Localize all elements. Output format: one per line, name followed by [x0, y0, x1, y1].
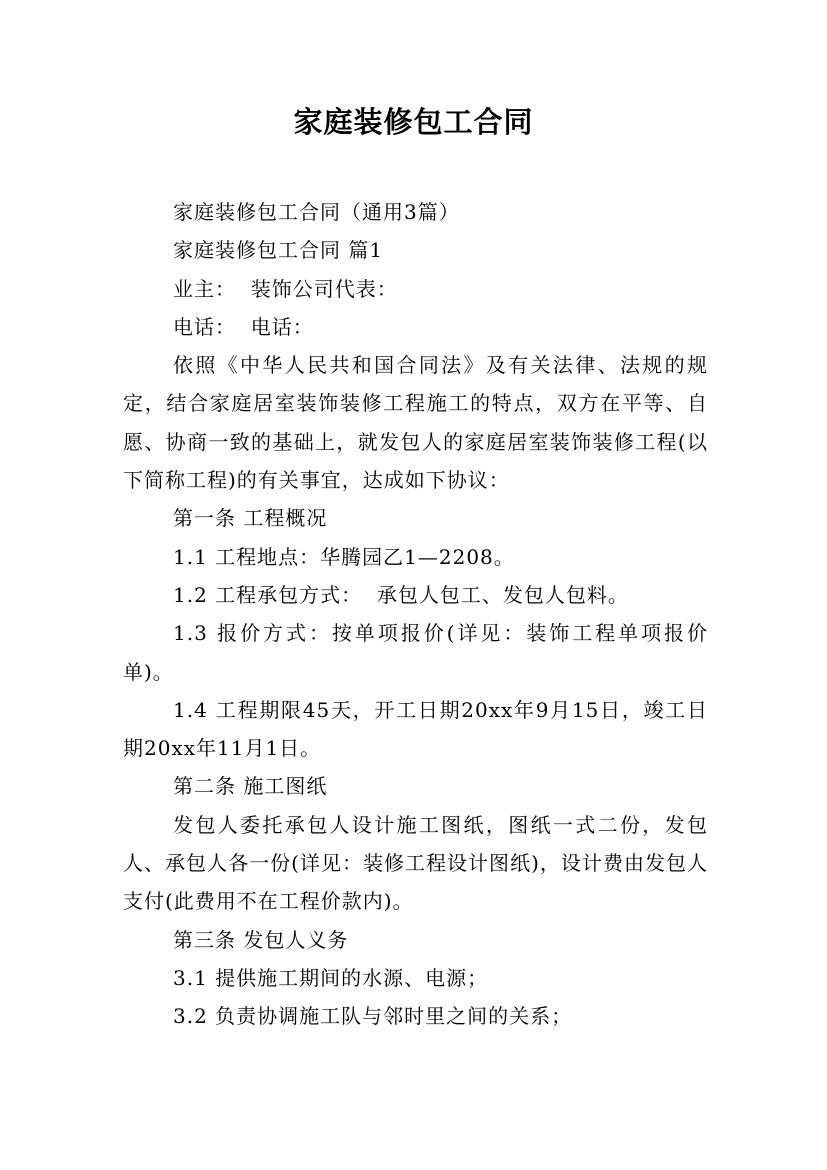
owner-line: 业主： 装饰公司代表：	[173, 276, 398, 301]
clause-1-2: 1.2 工程承包方式： 承包人包工、发包人包料。	[173, 582, 629, 607]
clause-3-2: 3.2 负责协调施工队与邻时里之间的关系；	[173, 1004, 573, 1029]
phone-line: 电话： 电话：	[173, 314, 314, 339]
document-title: 家庭装修包工合同	[293, 105, 534, 139]
clause-1-3: 1.3 报价方式：按单项报价(详见：装饰工程单项报价单)。	[123, 621, 708, 684]
article-2-paragraph: 发包人委托承包人设计施工图纸，图纸一式二份，发包人、承包人各一份(详见：装修工程设计图纸)，设计费由发包人支付(此费用不在工程价款内)。	[123, 812, 708, 914]
section-heading-part-1: 家庭装修包工合同 篇1	[173, 238, 384, 263]
article-1-heading: 第一条 工程概况	[173, 506, 328, 531]
clause-3-1: 3.1 提供施工期间的水源、电源；	[173, 965, 489, 990]
document-body	[123, 193, 708, 1036]
article-2-heading: 第二条 施工图纸	[173, 774, 328, 799]
subtitle-paragraph: 家庭装修包工合同（通用3篇）	[173, 200, 460, 224]
article-3-heading: 第三条 发包人义务	[173, 927, 349, 952]
clause-1-4: 1.4 工程期限45天，开工日期20xx年9月15日，竣工日期20xx年11月1日。	[123, 697, 708, 761]
clause-1-1: 1.1 工程地点：华腾园乙1—2208。	[173, 544, 515, 569]
preamble-paragraph: 依照《中华人民共和国合同法》及有关法律、法规的规定，结合家庭居室装饰装修工程施工的特点，双方在平等、自愿、协商一致的基础上，就发包人的家庭居室装饰装修工程(以下简称工程)的有关事宜，达成如下协议：	[123, 353, 708, 493]
